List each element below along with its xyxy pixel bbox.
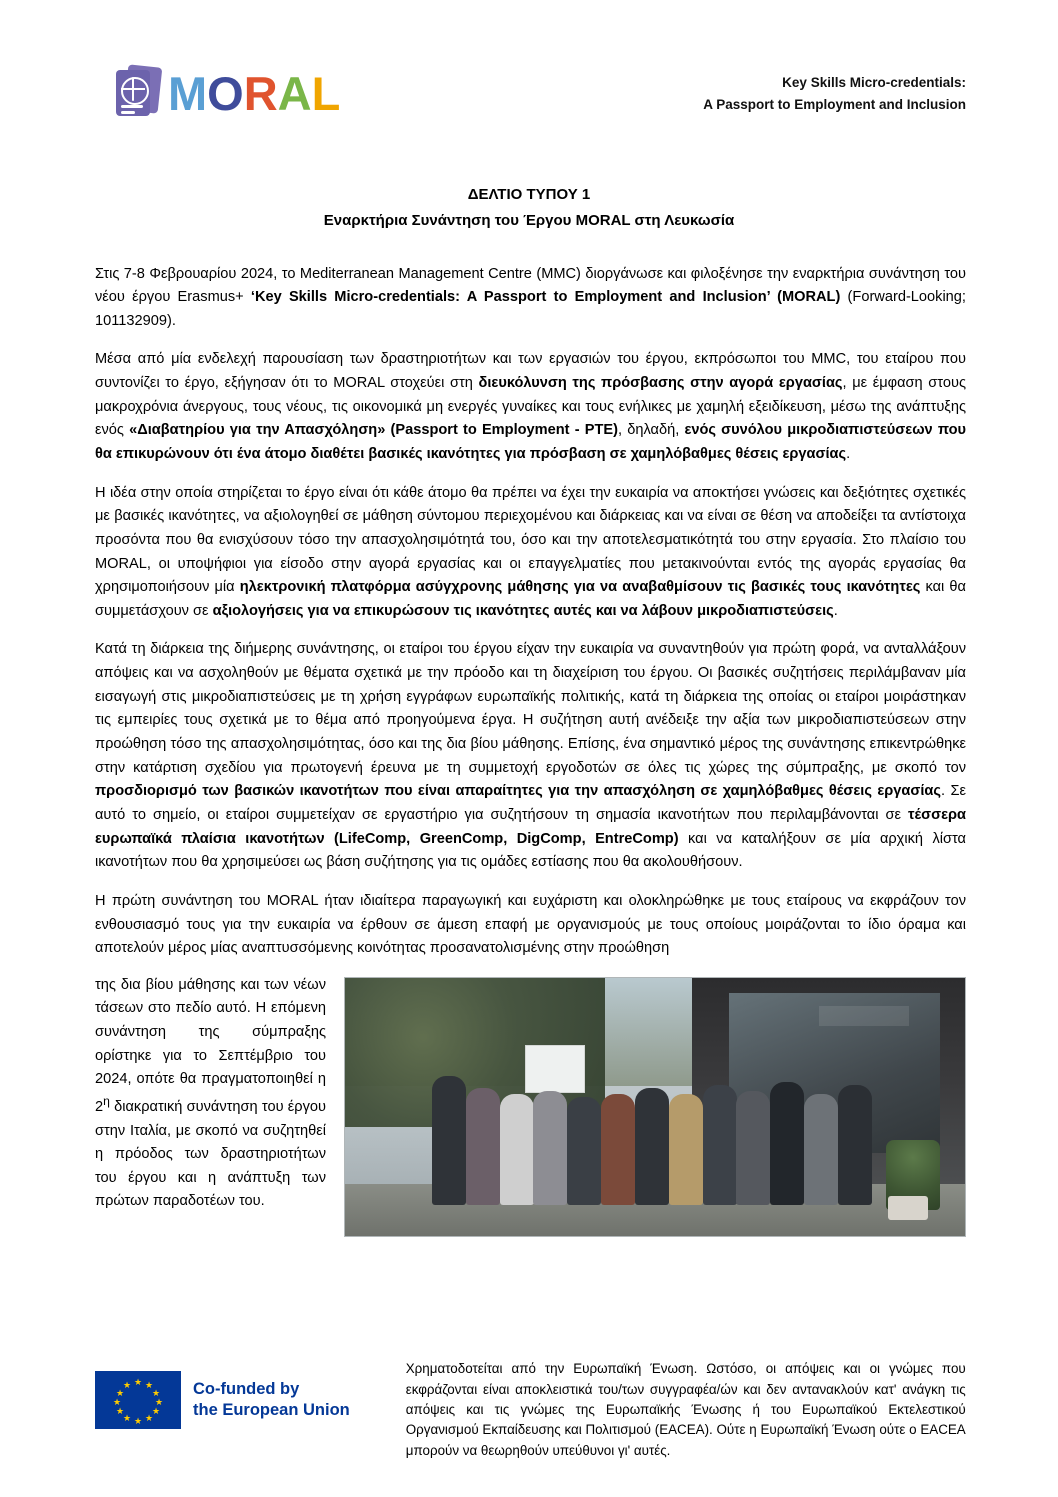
p3-text-b: ηλεκτρονική πλατφόρμα ασύγχρονης μάθησης για να αναβαθμίσουν τις βασικές τους ικανότητες xyxy=(239,579,921,596)
logo-letter-a: A xyxy=(277,66,312,120)
eu-cofunded-logo xyxy=(95,1371,350,1429)
p4-text-a: Κατά τη διάρκεια της διήμερης συνάντησης, οι εταίροι του έργου είχαν την ευκαιρία να συναντηθούν για πρώτη φορά, να ανταλλάξουν απόψεις και να ασχοληθούν με θέματα σχετικά με την πρόοδο και τη διαχείριση του έργου. Οι βασικές συζητήσεις περιλάμβαναν μία εισαγωγή στις μικροδιαπιστεύσεις με τη χρήση εγγράφων ευρωπαϊκής πολιτικής, κατά τη διάρκεια της οποίας οι εταίροι μοιράστηκαν τις εμπειρίες τους σχετικά με το θέμα από προηγούμενα έργα. Η συζήτηση αυτή ανέδειξε την αξία των μικροδιαπιστεύσεων στην προώθηση τόσο της απασχολησιμότητας, όσο και της δια βίου μάθησης. Επίσης, ένα σημαντικό μέρος της συνάντησης επικεντρώθηκε στην κατάρτιση σχεδίου για πρωτογενή έρευνα με τη συμμετοχή εργοδοτών σε όλες τις χώρες της σύμπραξης, με σκοπό τον xyxy=(95,641,966,776)
p4-text-b: προσδιορισμό των βασικών ικανοτήτων που είναι απαραίτητες για την απασχόληση σε χαμηλόβαθμες θέσεις εργασίας xyxy=(95,783,941,800)
p2-text-a: Μέσα από μία ενδελεχή παρουσίαση των δραστηριοτήτων και των εργασιών του έργου, εκπρόσωποι του MMC, του εταίρου που συντονίζει το έργο, εξήγησαν ότι το MORAL στοχεύει στη xyxy=(95,351,966,392)
p6-ordinal-superscript: η xyxy=(103,1094,110,1108)
press-release-subtitle: Εναρκτήρια Συνάντηση του Έργου MORAL στη Λευκωσία xyxy=(323,212,735,230)
eu-text-line2: the European Union xyxy=(193,1401,350,1420)
p3-text-d: αξιολογήσεις για να επικυρώσουν τις ικανότητες αυτές και να λάβουν μικροδιαπιστεύσεις xyxy=(212,602,834,619)
paragraph-3 xyxy=(95,482,966,624)
p2-text-e: , δηλαδή, xyxy=(617,422,685,439)
press-release-label: ΔΕΛΤΙΟ ΤΥΠΟΥ 1 xyxy=(467,186,591,203)
header-project-title xyxy=(703,72,966,117)
p2-text-c: , με έμφαση στους μακροχρόνια άνεργους, τους νέους, τις οικονομικά μη ενεργές γυναίκες και τους ενήλικες με χαμηλή εξειδίκευση, μέσω της ανάπτυξης ενός xyxy=(95,375,966,439)
paragraph-4 xyxy=(95,638,966,874)
header-title-line2: A Passport to Employment and Inclusion xyxy=(703,97,966,113)
p1-text-c: (Forward-Looking; 101132909). xyxy=(95,289,966,329)
p4-text-e: και να καταλήξουν σε μία αρχική λίστα ικανοτήτων που θα χρησιμεύσει ως βάση συζήτησης για τις ομάδες εστίασης που θα ακολουθήσουν. xyxy=(95,830,966,871)
passport-icon xyxy=(112,64,164,122)
document-footer xyxy=(0,1359,1058,1461)
paragraph-2 xyxy=(95,348,966,466)
p1-text-a: Στις 7-8 Φεβρουαρίου 2024, το Mediterranean Management Centre (MMC) διοργάνωσε και φιλοξένησε την εναρκτήρια συνάντηση του νέου έργου Erasmus+ xyxy=(95,265,966,306)
p2-text-b: διευκόλυνση της πρόσβασης στην αγορά εργασίας xyxy=(478,375,843,392)
p1-text-b: ‘Key Skills Micro-credentials: A Passport to Employment and Inclusion’ (MORAL) xyxy=(250,289,841,306)
paragraph-1 xyxy=(95,263,966,334)
moral-logo xyxy=(112,64,340,122)
page-title xyxy=(0,182,1058,235)
header-title-line1: Key Skills Micro-credentials: xyxy=(782,75,966,90)
p2-text-g: . xyxy=(846,445,851,462)
document-body xyxy=(0,263,1058,1215)
paragraph-5: Η πρώτη συνάντηση του MORAL ήταν ιδιαίτερα παραγωγική και ευχάριστη και ολοκληρώθηκε με τους εταίρους να εκφράζουν τον ενθουσιασμό τους για την ευκαιρία να έρθουν σε άμεση επαφή με οργανισμούς με τους οποίους μοιράζονται το ίδιο όραμα και αποτελούν μέρος μίας αναπτυσσόμενης κοινότητας προσανατολισμένης στην προώθηση xyxy=(95,892,966,957)
funding-disclaimer: Χρηματοδοτείται από την Ευρωπαϊκή Ένωση. Ωστόσο, οι απόψεις και οι γνώμες που εκφράζονται είναι αποκλειστικά του/των συγγραφέα/ών και δεν αντανακλούν κατ' ανάγκη τις απόψεις και τις γνώμες της Ευρωπαϊκής Ένωσης ή του Ευρωπαϊκού Εκτελεστικού Οργανισμού Εκπαίδευσης και Πολιτισμού (EACEA). Ούτε η Ευρωπαϊκή Ένωση ούτε ο EACEA μπορούν να θεωρηθούν υπεύθυνοι γι' αυτές. xyxy=(405,1361,966,1458)
p2-text-d: «Διαβατηρίου για την Απασχόληση» (Passport to Employment - PTE) xyxy=(129,422,618,439)
p6-text-b: διακρατική συνάντηση του έργου στην Ιταλία, με σκοπό να συζητηθεί η πρόοδος των δραστηριοτήτων του έργου και η ανάπτυξη των πρώτων παραδοτέων του. xyxy=(95,1098,326,1210)
logo-letter-o: O xyxy=(207,66,244,120)
logo-letter-m: M xyxy=(168,66,208,120)
group-photo xyxy=(344,977,966,1237)
moral-wordmark xyxy=(168,66,341,120)
p3-text-e: . xyxy=(833,602,838,619)
p3-text-a: Η ιδέα στην οποία στηρίζεται το έργο είναι ότι κάθε άτομο θα πρέπει να έχει την ευκαιρία να αποκτήσει γνώσεις και δεξιότητες σχετικές με βασικές ικανότητες, να αξιολογηθεί σε μάθηση σύντομου περιεχομένου και διάρκειας και να είναι σε θέση να αποδείξει τα αντίστοιχα προσόντα που θα ενισχύσουν τόσο την απασχολησιμότητά του, όσο και την αποτελεσματικότητά του στην εργασία. Στο πλαίσιο του MORAL, οι υποψήφιοι για είσοδο στην αγορά εργασίας και οι επαγγελματίες που μετακινούνται εντός της αγοράς εργασίας θα χρησιμοποιήσουν μία xyxy=(95,484,966,596)
p4-text-d: τέσσερα ευρωπαϊκά πλαίσια ικανοτήτων (LifeComp, GreenComp, DigComp, EntreComp) xyxy=(95,806,966,847)
p6-text-a: της δια βίου μάθησης και των νέων τάσεων στο πεδίο αυτό. Η επόμενη συνάντηση της σύμπραξης ορίστηκε για το Σεπτέμβριο του 2024, οπότε θα πραγματοποιηθεί η 2 xyxy=(95,976,326,1115)
logo-letter-l: L xyxy=(311,66,341,120)
eu-text-line1: Co-funded by xyxy=(193,1380,300,1399)
eu-cofunded-text xyxy=(193,1379,350,1421)
p3-text-c: και θα συμμετάσχουν σε xyxy=(95,579,966,619)
p2-text-f: ενός συνόλου μικροδιαπιστεύσεων που θα επικυρώνουν ότι ένα άτομο διαθέτει βασικές ικανότητες για πρόσβαση σε χαμηλόβαθμες θέσεις εργασίας xyxy=(95,422,966,462)
photo-with-text xyxy=(95,974,966,1214)
logo-letter-r: R xyxy=(243,66,278,120)
p4-text-c: . Σε αυτό το σημείο, οι εταίροι συμμετείχαν σε εργαστήριο για συζητήσουν τη σημασία ικανοτήτων που περιλαμβάνονται σε xyxy=(95,783,966,823)
document-header xyxy=(0,0,1058,122)
eu-flag-icon: ★ ★ ★ ★ ★ ★ ★ ★ ★ ★ ★ ★ xyxy=(95,1371,181,1429)
